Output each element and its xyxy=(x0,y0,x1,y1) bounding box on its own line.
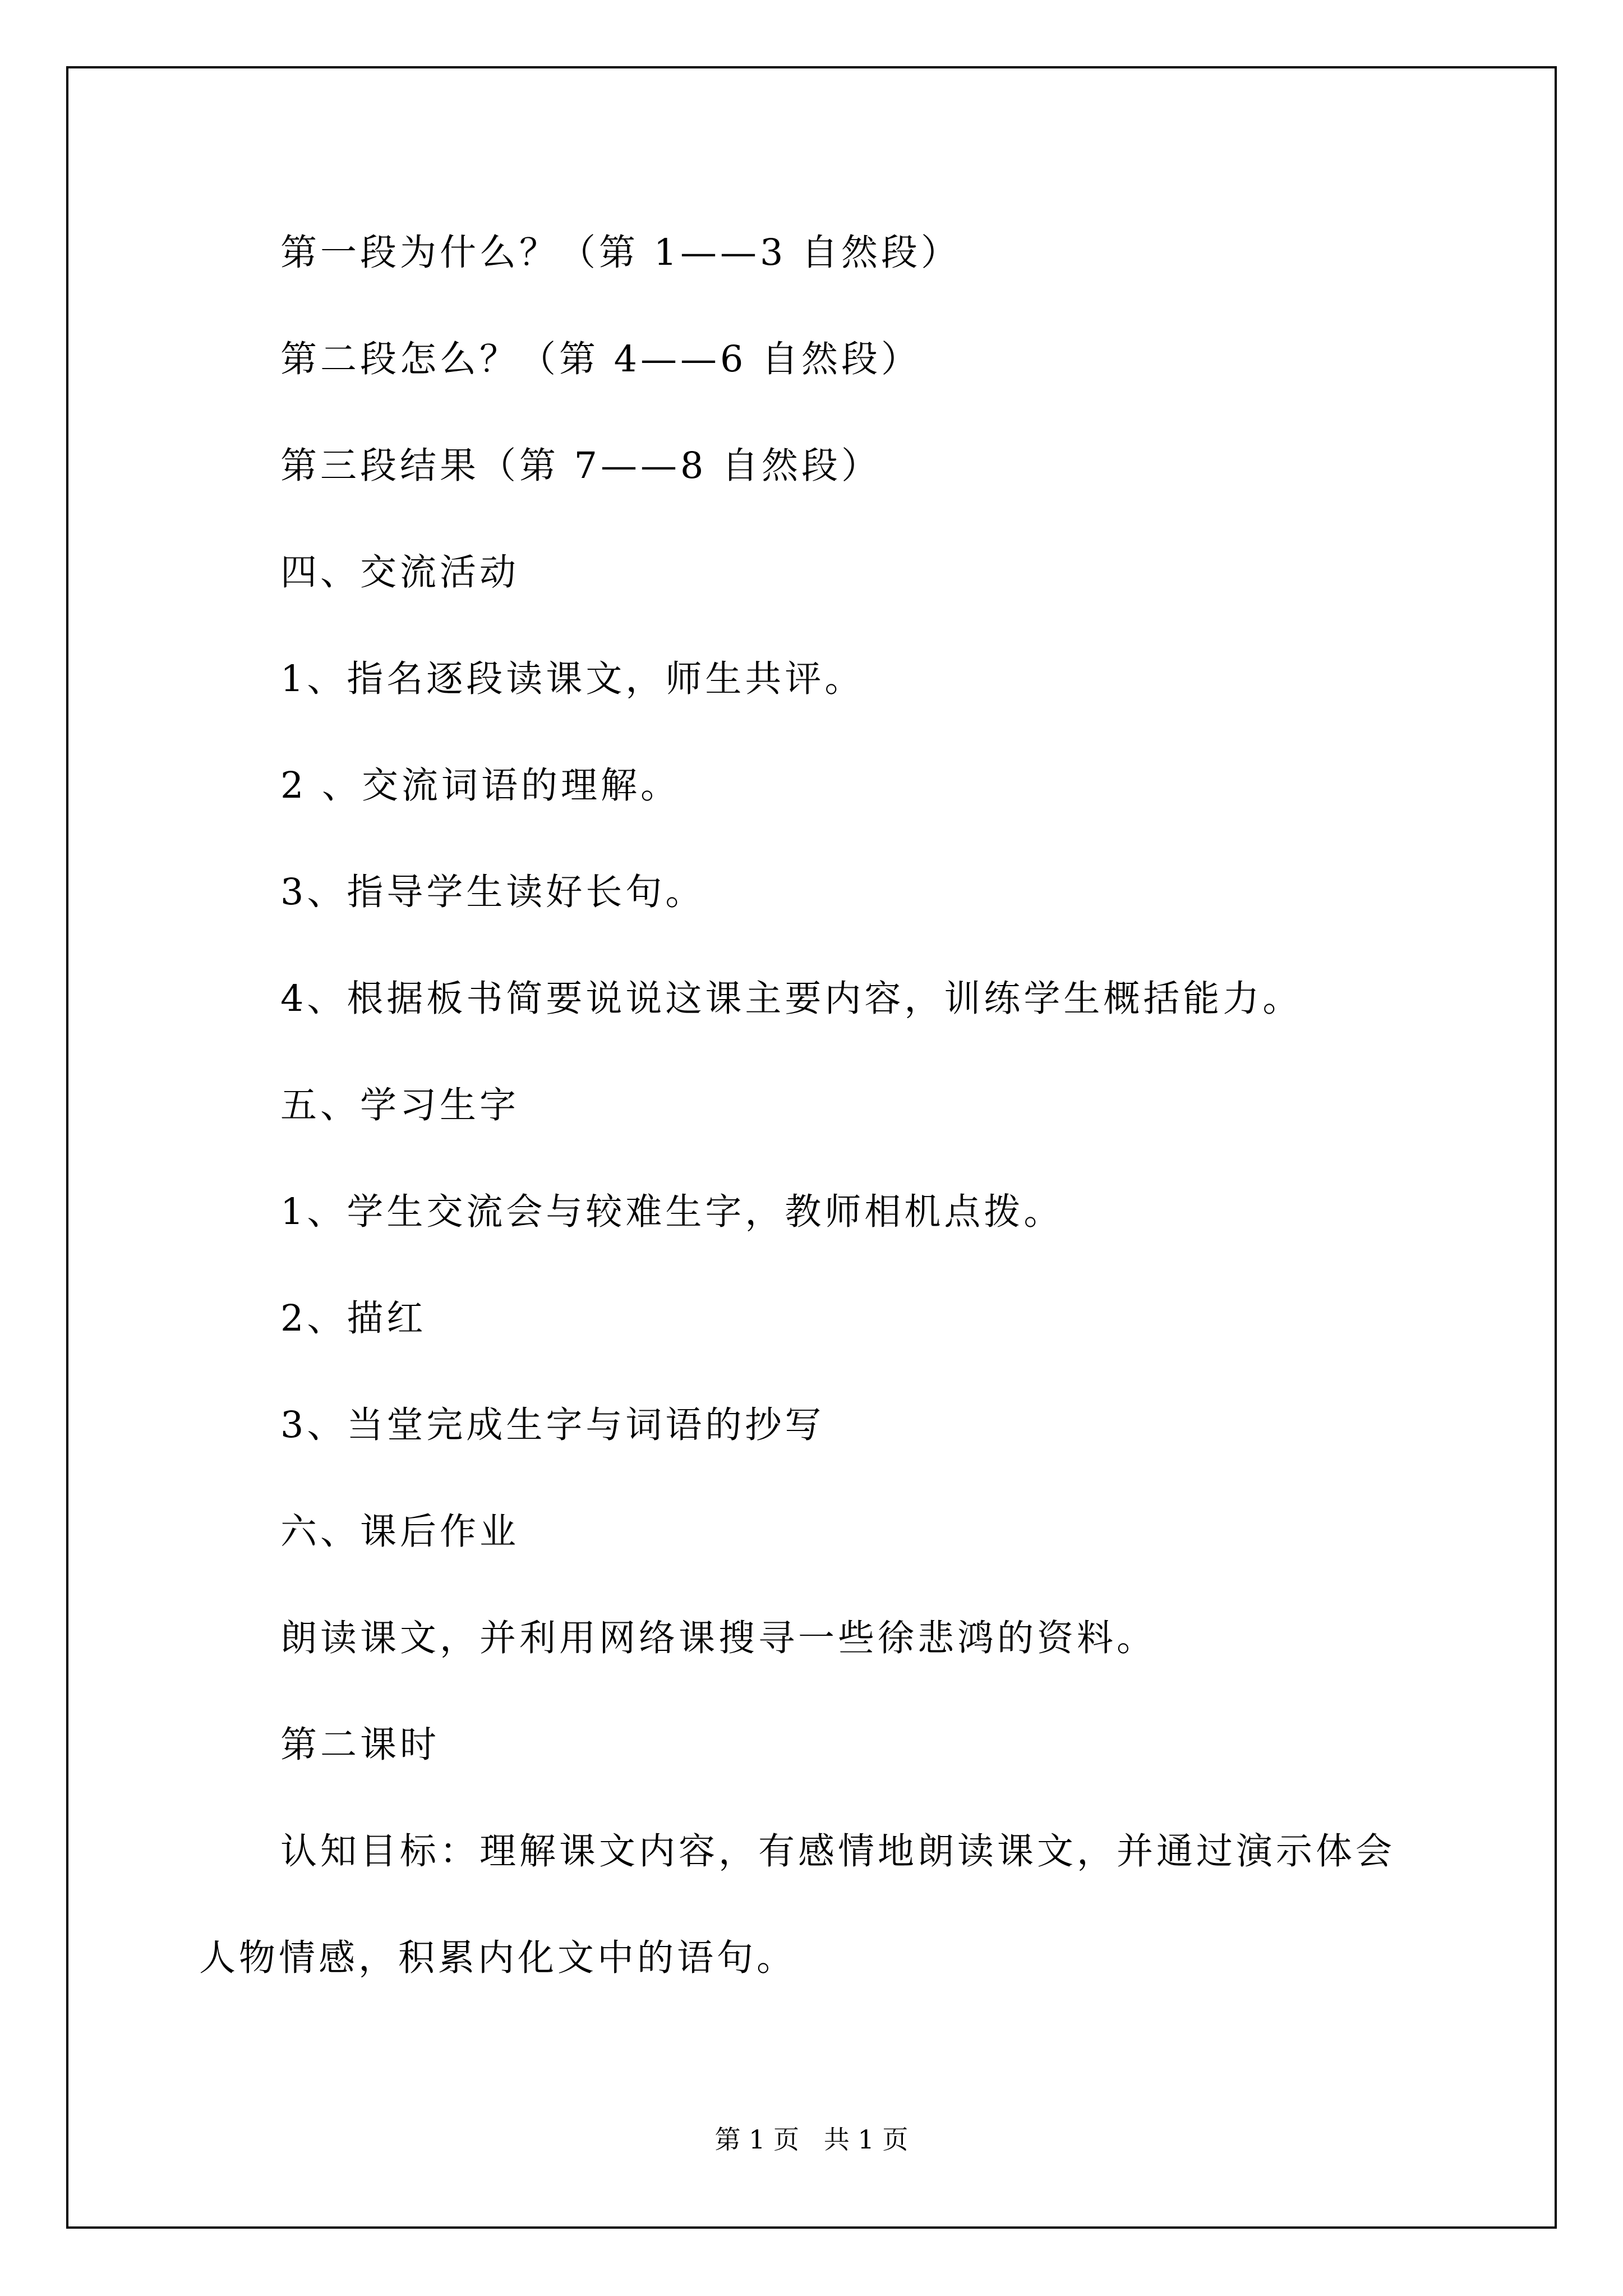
paragraph-line: 第一段为什么？（第 1——3 自然段） xyxy=(280,232,961,274)
paragraph-line: 1、指名逐段读课文，师生共评。 xyxy=(280,658,865,700)
section-heading: 第二课时 xyxy=(280,1724,440,1766)
paragraph-line: 1、学生交流会与较难生字，教师相机点拨。 xyxy=(280,1191,1064,1233)
paragraph-line: 第二段怎么？（第 4——6 自然段） xyxy=(280,338,921,380)
paragraph-line: 2 、交流词语的理解。 xyxy=(280,765,681,807)
paragraph-line: 人物情感，积累内化文中的语句。 xyxy=(199,1937,797,1979)
section-heading: 六、课后作业 xyxy=(280,1511,520,1553)
paragraph-line: 4、根据板书简要说说这课主要内容，训练学生概括能力。 xyxy=(280,978,1303,1020)
paragraph-line: 2、描红 xyxy=(280,1297,427,1340)
paragraph-line: 第三段结果（第 7——8 自然段） xyxy=(280,445,882,487)
paragraph-line: 3、指导学生读好长句。 xyxy=(280,871,706,913)
paragraph-line: 3、当堂完成生字与词语的抄写 xyxy=(280,1404,825,1446)
section-heading: 四、交流活动 xyxy=(280,551,520,593)
page-footer: 第 1 页 共 1 页 xyxy=(714,2124,909,2155)
paragraph-line: 朗读课文，并利用网络课搜寻一些徐悲鸿的资料。 xyxy=(280,1617,1157,1659)
section-heading: 五、学习生字 xyxy=(280,1084,520,1126)
page-border xyxy=(66,66,1557,2229)
paragraph-line: 认知目标：理解课文内容，有感情地朗读课文，并通过演示体会 xyxy=(280,1830,1396,1872)
